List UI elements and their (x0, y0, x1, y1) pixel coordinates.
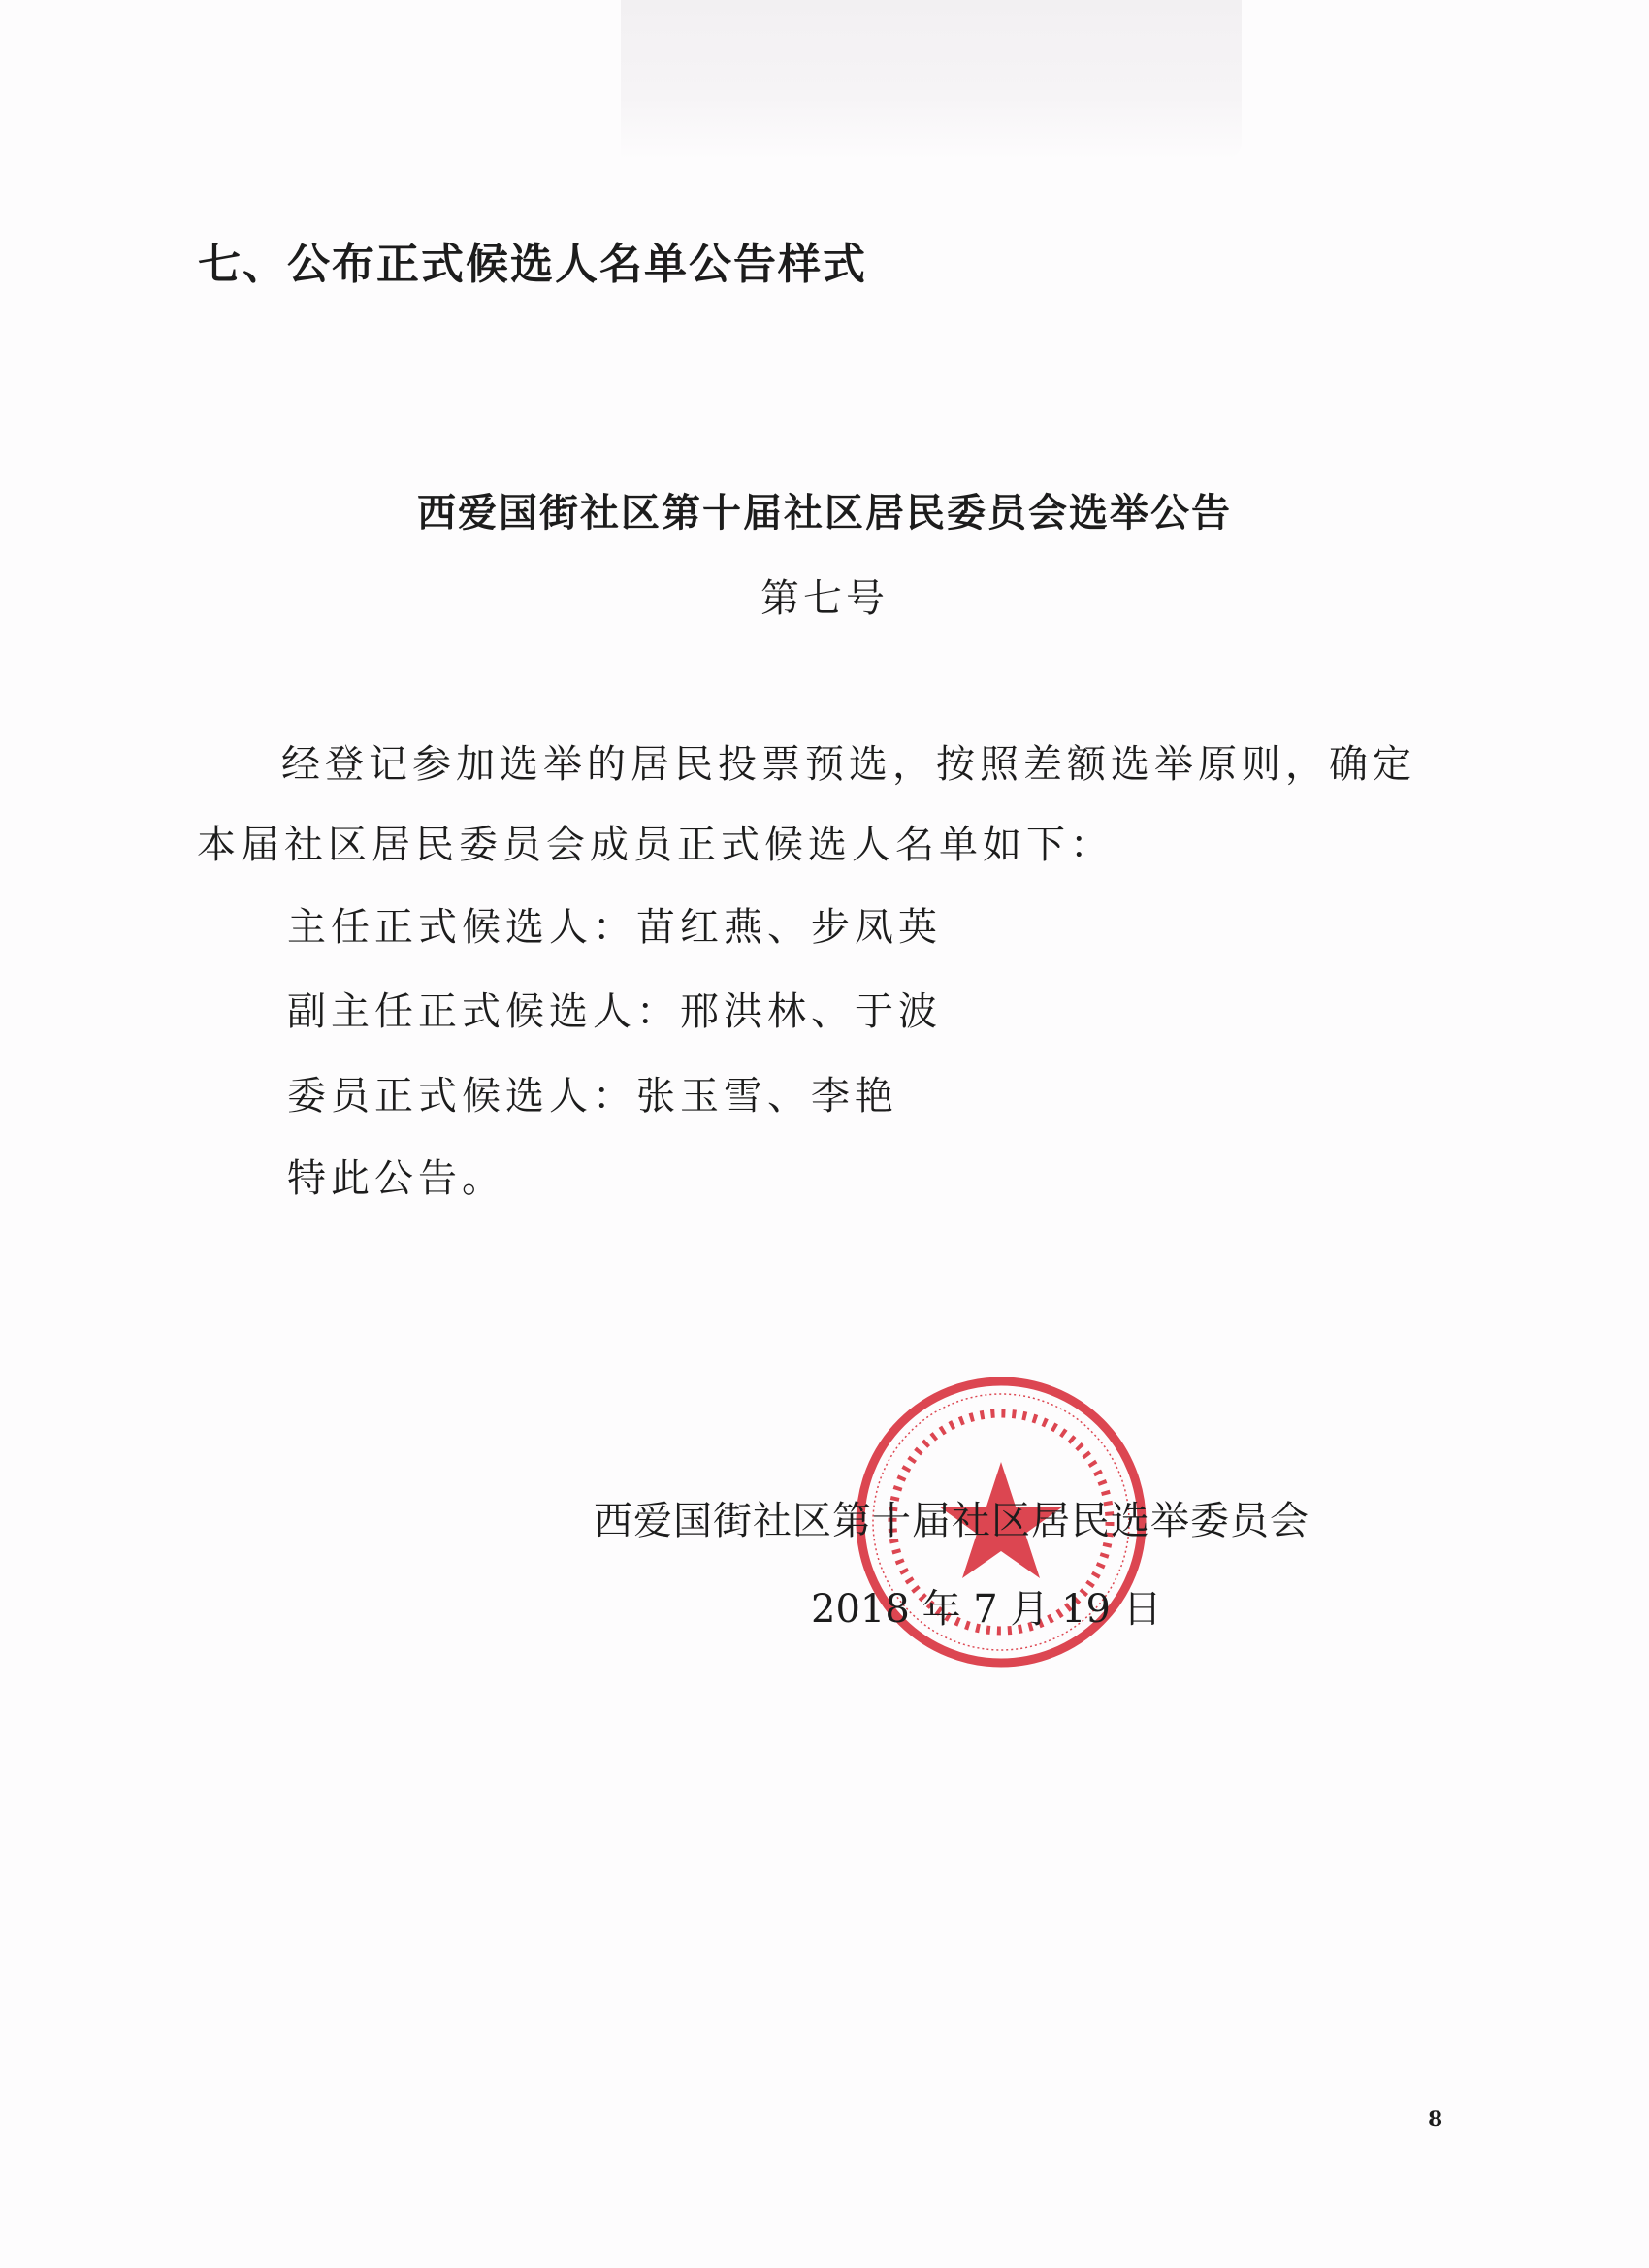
signer: 西爱国街社区第十届社区居民选举委员会 (594, 1499, 1310, 1543)
closing-line: 特此公告。 (287, 1156, 505, 1201)
notice-title: 西爱国街社区第十届社区居民委员会选举公告 (417, 490, 1232, 535)
director-candidates: 主任正式候选人：苗红燕、步凤英 (287, 905, 942, 950)
member-candidates: 委员正式候选人：张玉雪、李艳 (287, 1074, 898, 1118)
page-number: 8 (1428, 2107, 1443, 2132)
body-paragraph-line: 本届社区居民委员会成员正式候选人名单如下： (197, 823, 1114, 867)
notice-date: 2018 年 7 月 19 日 (811, 1587, 1162, 1632)
notice-number: 第七号 (760, 576, 889, 621)
section-heading: 七、公布正式候选人名单公告样式 (198, 240, 867, 289)
body-paragraph-line: 经登记参加选举的居民投票预选，按照差额选举原则，确定 (281, 742, 1416, 787)
scan-artifact (621, 0, 1242, 160)
deputy-director-candidates: 副主任正式候选人：邢洪林、于波 (287, 989, 942, 1034)
